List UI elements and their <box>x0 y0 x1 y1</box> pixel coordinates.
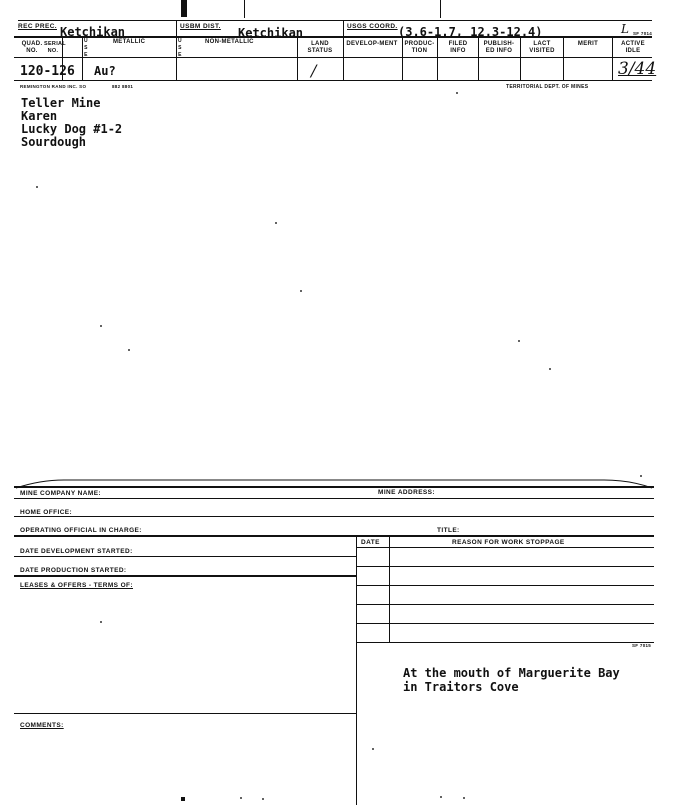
form-number-top: SF 7014 <box>633 31 653 36</box>
col-nonmetallic: NON-METALLIC <box>205 39 254 45</box>
index-tab-mark <box>181 0 187 17</box>
usbm-dist-value: Ketchikan <box>238 26 304 40</box>
mine-address-label: MINE ADDRESS: <box>378 489 435 496</box>
comments-label: COMMENTS: <box>20 722 64 729</box>
corner-mark: L <box>621 22 629 36</box>
col-metallic-use: U S E <box>84 38 88 58</box>
col-quad-no: QUAD. NO. <box>21 41 43 54</box>
col-land-status: LAND STATUS <box>307 41 333 54</box>
date-col-header: DATE <box>361 539 380 546</box>
list-item: Sourdough <box>21 135 87 149</box>
date-prod-started-label: DATE PRODUCTION STARTED: <box>20 567 127 574</box>
reason-col-header: REASON FOR WORK STOPPAGE <box>452 539 565 546</box>
rec-prec-label: REC PREC. <box>18 23 57 30</box>
dept-imprint: TERRITORIAL DEPT. OF MINES <box>506 84 589 90</box>
usbm-dist-label: USBM DIST. <box>180 23 221 30</box>
col-nonmetallic-use: U S E <box>178 38 182 58</box>
card-curve <box>0 470 678 500</box>
col-active-idle: ACTIVE IDLE <box>621 41 645 54</box>
land-status-mark: / <box>311 61 317 80</box>
quad-serial-value: 120-126 <box>20 64 75 79</box>
list-item: Teller Mine <box>21 96 101 110</box>
usgs-coord-label: USGS COORD. <box>347 23 398 30</box>
mine-company-name-label: MINE COMPANY NAME: <box>20 490 101 497</box>
home-office-label: HOME OFFICE: <box>20 509 73 516</box>
col-published-info: PUBLISH-ED INFO <box>483 41 515 54</box>
location-note-line-2: in Traitors Cove <box>403 680 519 694</box>
list-item: Lucky Dog #1-2 <box>21 122 123 136</box>
metallic-value: Au? <box>94 64 116 78</box>
col-serial-no: SERIAL NO. <box>44 41 66 54</box>
col-production: PRODUC-TION <box>404 41 435 54</box>
printer-imprint: REMINGTON RAND INC. SO <box>20 84 87 89</box>
list-item: Karen <box>21 109 58 123</box>
leases-offers-label: LEASES & OFFERS - TERMS OF: <box>20 582 133 589</box>
operating-official-label: OPERATING OFFICIAL IN CHARGE: <box>20 527 142 534</box>
title-label: TITLE: <box>437 527 460 534</box>
col-last-visited: LACT VISITED <box>529 41 555 54</box>
date-dev-started-label: DATE DEVELOPMENT STARTED: <box>20 548 133 555</box>
active-idle-value: 3/44 <box>618 59 657 79</box>
col-filed-info: FILED INFO <box>448 41 468 54</box>
location-note-line-1: At the mouth of Marguerite Bay <box>403 666 620 680</box>
col-metallic: METALLIC <box>113 39 146 45</box>
scan-mark <box>181 797 185 801</box>
col-merit: MERIT <box>577 41 599 47</box>
rec-prec-value: Ketchikan <box>60 25 126 39</box>
form-number-bottom: SF 7015 <box>632 643 652 648</box>
printer-codes: 882 8801 <box>112 84 134 89</box>
col-development: DEVELOP-MENT <box>346 41 398 47</box>
usgs-coord-value: (3.6-1.7, 12.3-12.4) <box>398 25 543 39</box>
